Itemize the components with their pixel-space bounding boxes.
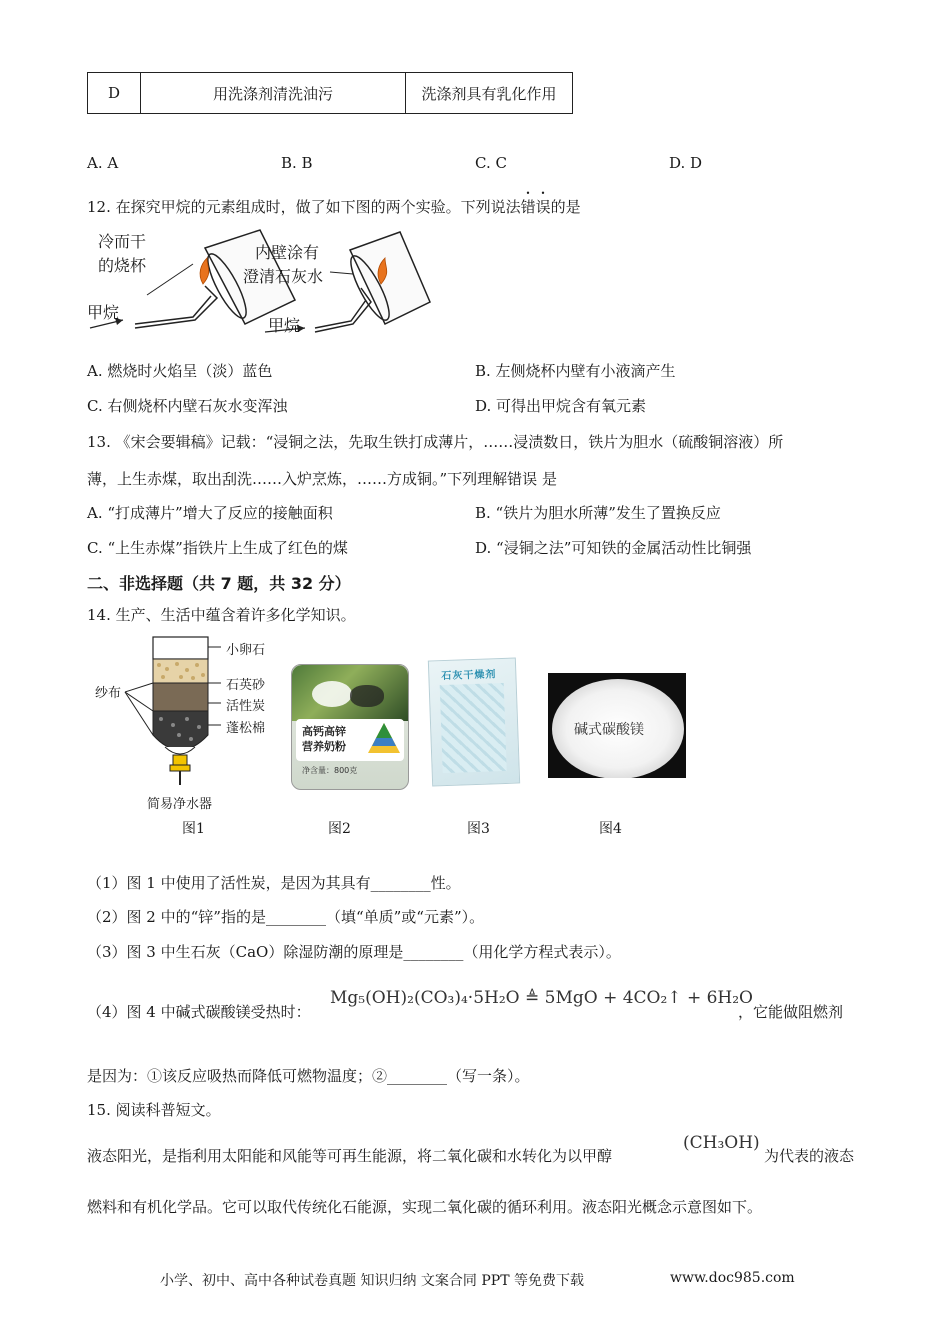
left-flame: [200, 258, 209, 284]
q14-part4-equation: Mg₅(OH)₂(CO₃)₄·5H₂O ≜ 5MgO + 4CO₂↑ + 6H₂O: [330, 988, 753, 1008]
q13-option-b: B. “铁片为胆水所薄”发生了置换反应: [475, 504, 721, 522]
q13-option-c: C. “上生赤煤”指铁片上生成了红色的煤: [87, 539, 348, 557]
left-gas-label: 甲烷: [87, 303, 120, 322]
milk-powder-can-image: [291, 664, 409, 790]
table-row: [88, 73, 573, 114]
q15-line1-post: 为代表的液态: [764, 1147, 855, 1165]
q12-stem: [87, 189, 581, 217]
q12-option-c: C. 右侧烧杯内壁石灰水变浑浊: [87, 397, 288, 415]
q11-option-d: D. D: [669, 154, 703, 172]
fig2-net: 净含量：800克: [302, 766, 358, 775]
right-gas-label: 甲烷: [268, 316, 301, 335]
right-beaker-label-2: 澄清石灰水: [243, 267, 324, 286]
fig1-layer4-label: 蓬松棉: [226, 721, 266, 736]
left-beaker-label-1: 冷而干: [98, 232, 147, 251]
q14-part4-pre: （4）图 4 中碱式碳酸镁受热时：: [87, 1003, 311, 1021]
q14-part1: （1）图 1 中使用了活性炭，是因为其具有________性。: [87, 874, 461, 892]
fig1-title: 简易净水器: [147, 797, 213, 812]
fig1-gauze-label: 纱布: [95, 686, 122, 701]
fig2-text1: 高钙高锌: [302, 725, 346, 738]
magnesium-carbonate-image: [548, 673, 686, 778]
q13-option-a: A. “打成薄片”增大了反应的接触面积: [87, 504, 333, 522]
q14-stem: 14. 生产、生活中蕴含着许多化学知识。: [87, 606, 356, 624]
q15-line1-pre: 液态阳光，是指利用太阳能和风能等可再生能源，将二氧化碳和水转化为以甲醇: [87, 1147, 613, 1165]
q12-stem-pre: 12. 在探究甲烷的元素组成时，做了如下图的两个实验。下列说法: [87, 198, 521, 216]
q15-stem: 15. 阅读科普短文。: [87, 1101, 221, 1119]
q12-option-a: A. 燃烧时火焰呈（淡）蓝色: [87, 362, 273, 380]
q14-part2: （2）图 2 中的“锌”指的是________（填“单质”或“元素”）。: [87, 908, 485, 926]
right-beaker: [315, 232, 430, 332]
water-filter-figure: [95, 635, 275, 795]
desiccant-pack-image: [428, 658, 520, 787]
fig4-text: 碱式碳酸镁: [574, 722, 644, 738]
q14-part4-line2: 是因为：①该反应吸热而降低可燃物温度；②________（写一条）。: [87, 1067, 530, 1085]
table-cell-option: D: [88, 73, 141, 114]
q15-line2: 燃料和有机化学品。它可以取代传统化石能源，实现二氧化碳的循环利用。液态阳光概念示意图如下。: [87, 1198, 763, 1216]
answer-table: [87, 72, 573, 114]
fig1-layer3-label: 活性炭: [226, 699, 266, 714]
q12-stem-emphasis: 错误: [520, 198, 551, 216]
q15-formula: (CH₃OH): [683, 1133, 760, 1153]
q13-stem-line1: 13. 《宋会要辑稿》记载：“浸铜之法，先取生铁打成薄片，……浸渍数日，铁片为胆水（硫酸铜溶液）所: [87, 433, 784, 451]
fig3-text: 石灰干燥剂: [441, 669, 497, 683]
q13-option-d: D. “浸铜之法”可知铁的金属活动性比铜强: [475, 539, 752, 557]
q11-option-c: C. C: [475, 154, 507, 172]
q12-option-d: D. 可得出甲烷含有氧元素: [475, 397, 647, 415]
fig1-layer1-label: 小卵石: [226, 643, 266, 658]
footer-link[interactable]: www.doc985.com: [670, 1270, 795, 1286]
q13-stem-line2: 薄，上生赤煤，取出刮洗……入炉烹炼，……方成铜。”下列理解错误 是: [87, 470, 557, 488]
right-beaker-label-1: 内壁涂有: [255, 243, 320, 262]
q14-part3: （3）图 3 中生石灰（CaO）除湿防潮的原理是________（用化学方程式表示）。: [87, 943, 621, 961]
section-heading: 二、非选择题（共 7 题，共 32 分）: [87, 574, 351, 593]
q12-stem-post: 的是: [550, 198, 581, 216]
left-beaker-label-2: 的烧杯: [98, 256, 147, 275]
q12-option-b: B. 左侧烧杯内壁有小液滴产生: [475, 362, 676, 380]
q14-part4-post: ，它能做阻燃剂: [738, 1003, 844, 1021]
footer-text: 小学、初中、高中各种试卷真题 知识归纳 文案合同 PPT 等免费下载: [160, 1273, 584, 1289]
q11-option-a: A. A: [87, 154, 119, 172]
q11-option-b: B. B: [281, 154, 313, 172]
table-cell-reason: 洗涤剂具有乳化作用: [406, 73, 573, 114]
fig4-caption: 图4: [599, 821, 622, 837]
fig3-caption: 图3: [467, 821, 490, 837]
pyramid-icon: [366, 721, 402, 755]
fig2-caption: 图2: [328, 821, 351, 837]
fig1-caption: 图1: [182, 821, 205, 837]
fig2-text2: 营养奶粉: [302, 740, 346, 753]
fig1-layer2-label: 石英砂: [226, 678, 266, 693]
table-cell-method: 用洗涤剂清洗油污: [141, 73, 406, 114]
